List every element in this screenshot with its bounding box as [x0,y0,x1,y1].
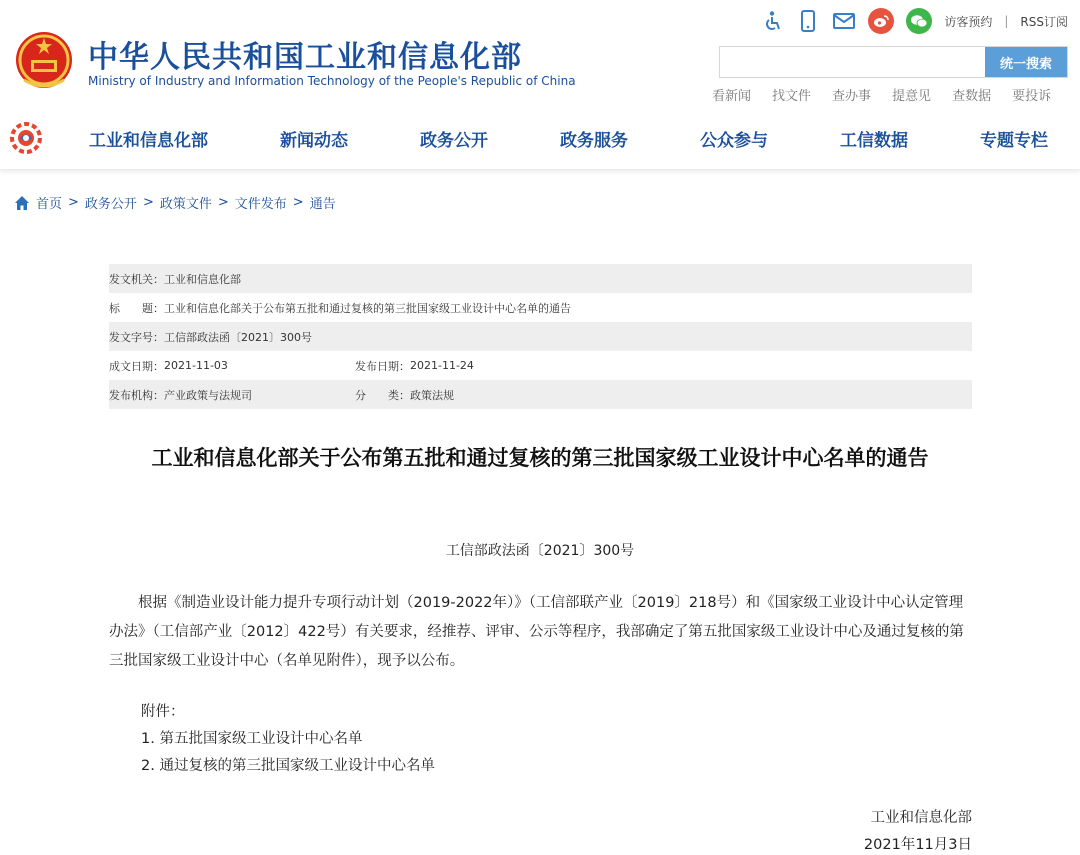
quick-link-services[interactable]: 查办事 [832,89,872,104]
national-emblem-logo[interactable] [14,30,74,92]
mobile-icon[interactable] [796,9,820,33]
meta-value-published: 2021-11-24 [410,359,474,372]
search-box [719,46,1068,78]
weibo-icon[interactable] [868,8,894,34]
nav-item-public-participation[interactable]: 公众参与 [700,131,768,151]
rss-link[interactable]: RSS订阅 [1020,14,1068,29]
home-icon[interactable] [14,195,30,211]
attachments-heading: 附件： [141,704,185,720]
meta-row-docno [109,322,972,351]
meta-label: 分 类： [355,388,410,402]
meta-value-category: 政策法规 [410,388,454,402]
breadcrumb-doc-release[interactable]: 文件发布 [234,197,287,212]
meta-cell-org [109,387,355,403]
meta-value-created: 2021-11-03 [164,359,228,372]
visitor-appointment-link[interactable]: 访客预约 [944,14,993,29]
meta-label: 发布日期： [355,359,410,373]
nav-item-gov-services[interactable]: 政务服务 [560,131,628,151]
meta-cell-created [109,358,355,374]
signature-org: 工业和信息化部 [870,810,972,826]
search-button[interactable]: 统一搜索 [985,47,1067,77]
top-toolbar [760,8,1068,34]
meta-value-title: 工业和信息化部关于公布第五批和通过复核的第三批国家级工业设计中心名单的通告 [164,301,571,315]
breadcrumb-notice[interactable]: 通告 [309,197,336,212]
nav-item-news[interactable]: 新闻动态 [280,131,348,151]
nav-item-gov-affairs[interactable]: 政务公开 [420,131,488,151]
meta-cell-category [355,387,454,403]
site-header [0,0,1080,108]
article-body: 根据《制造业设计能力提升专项行动计划（2019-2022年）》（工信部联产业〔2019〕218号）和《国家级工业设计中心认定管理办法》（工信部产业〔2012〕422号）有关要求，经推荐、评审、公示等程序，我部确定了第五批国家级工业设计中心及通过复核的第三批国家级工业设计中心（名单见附件），现予以公布。 [109,595,964,669]
accessibility-icon[interactable] [760,9,784,33]
nav-item-data[interactable]: 工信数据 [840,131,908,151]
meta-value-issuer: 工业和信息化部 [164,272,241,286]
nav-item-miit[interactable]: 工业和信息化部 [89,131,208,151]
main-nav [0,108,1080,170]
meta-cell-published [355,358,474,374]
breadcrumb-separator: > [68,195,79,210]
breadcrumb-separator: > [292,195,304,210]
search-input[interactable] [720,47,985,77]
meta-row-title [109,293,972,322]
mail-icon[interactable] [832,9,856,33]
quick-link-complaint[interactable]: 要投诉 [1012,89,1052,104]
breadcrumb-separator: > [142,195,154,210]
meta-value-org: 产业政策与法规司 [164,388,252,402]
nav-item-topics[interactable]: 专题专栏 [980,131,1048,151]
meta-row-dates [109,351,972,380]
breadcrumb-home[interactable]: 首页 [36,197,63,212]
quick-link-feedback[interactable]: 提意见 [892,89,932,104]
quick-link-files[interactable]: 找文件 [772,89,812,104]
meta-row-org [109,380,972,409]
signature-date: 2021年11月3日 [863,837,972,853]
meta-label: 标 题： [109,301,164,315]
meta-value-docno: 工信部政法函〔2021〕300号 [164,330,312,344]
breadcrumb-gov-affairs[interactable]: 政务公开 [84,197,137,212]
breadcrumb-separator: > [217,195,229,210]
quick-links [712,85,1051,104]
site-subtitle: Ministry of Industry and Information Technology of the People's Republic of China [88,74,576,88]
meta-label: 发文字号： [109,330,164,344]
article-doc-number: 工信部政法函〔2021〕300号 [445,543,635,559]
attachment-link-2[interactable]: 2. 通过复核的第三批国家级工业设计中心名单 [141,758,435,774]
breadcrumb-policy-docs[interactable]: 政策文件 [159,197,212,212]
breadcrumb [14,193,336,212]
quick-link-data[interactable]: 查数据 [952,89,992,104]
meta-row-issuer [109,264,972,293]
document-meta-table [109,264,972,409]
meta-label: 成文日期： [109,359,164,373]
meta-label: 发布机构： [109,388,164,402]
attachment-link-1[interactable]: 1. 第五批国家级工业设计中心名单 [141,731,363,747]
site-title[interactable]: 中华人民共和国工业和信息化部 [88,40,522,75]
quick-link-news[interactable]: 看新闻 [712,89,752,104]
meta-label: 发文机关： [109,272,164,286]
article-title: 工业和信息化部关于公布第五批和通过复核的第三批国家级工业设计中心名单的通告 [151,446,929,470]
top-separator: | [1004,14,1009,28]
wechat-icon[interactable] [906,8,932,34]
miit-logo-icon[interactable] [10,122,42,154]
